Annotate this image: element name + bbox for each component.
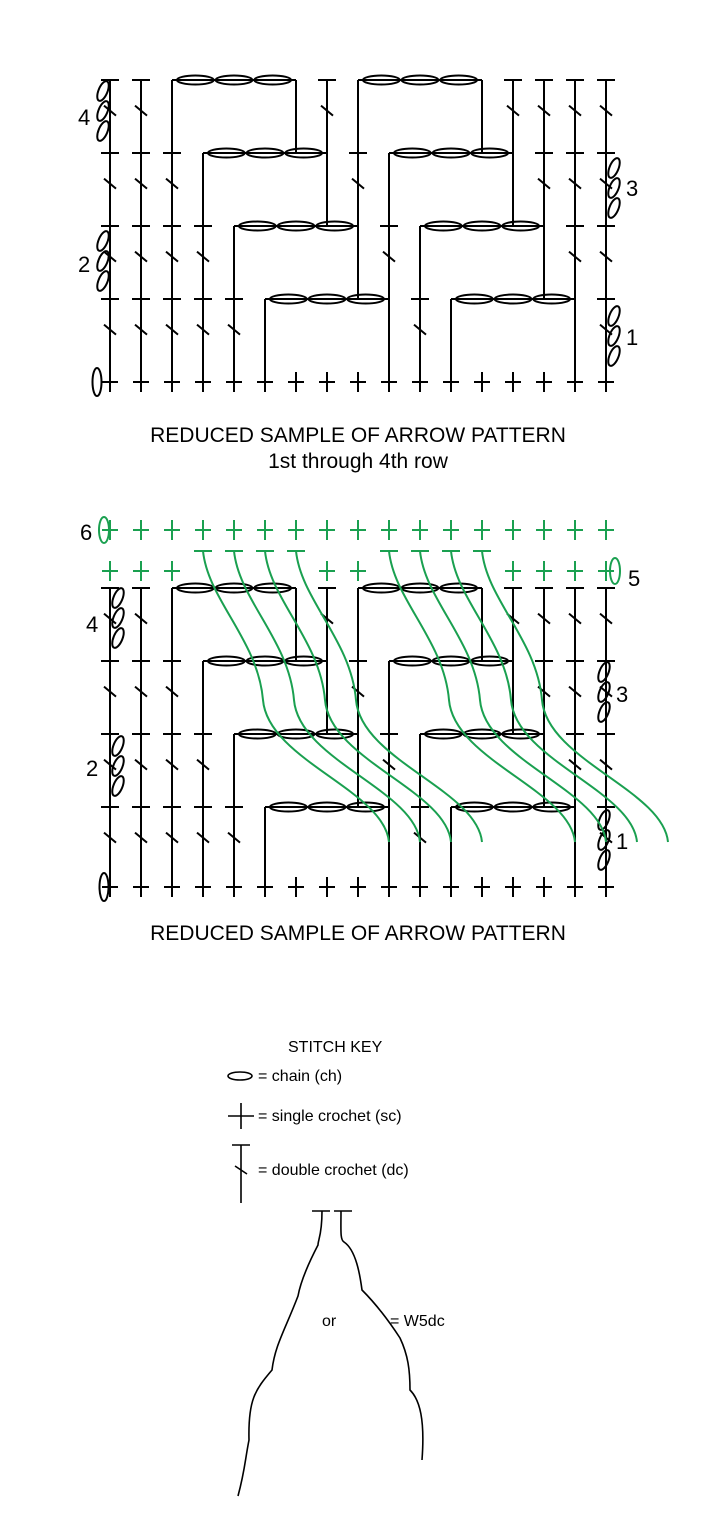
turning-chain bbox=[95, 270, 111, 293]
turning-chain bbox=[110, 627, 126, 650]
turning-chain bbox=[606, 177, 622, 200]
chart-rows-1-to-4 bbox=[93, 76, 623, 397]
key-dc-label: = double crochet (dc) bbox=[258, 1162, 409, 1179]
turning-chain bbox=[110, 587, 126, 610]
turning-chain bbox=[95, 120, 111, 143]
turning-chain bbox=[110, 607, 126, 630]
turning-chain bbox=[110, 755, 126, 778]
turning-chain bbox=[606, 305, 622, 328]
stitch-key-title: STITCH KEY bbox=[288, 1039, 383, 1056]
key-w5dc-or: or bbox=[322, 1313, 337, 1330]
turning-chain bbox=[110, 775, 126, 798]
row-label-1: 1 bbox=[626, 325, 639, 350]
chart1-caption: REDUCED SAMPLE OF ARROW PATTERN bbox=[150, 424, 566, 447]
turning-chain bbox=[596, 701, 612, 724]
row-label-4b: 4 bbox=[86, 612, 99, 637]
row-label-1b: 1 bbox=[616, 829, 629, 854]
turning-chain bbox=[95, 100, 111, 123]
turning-chain bbox=[606, 157, 622, 180]
row-label-5: 5 bbox=[628, 566, 641, 591]
chart-rows-1-to-6 bbox=[99, 517, 668, 901]
turning-chain bbox=[95, 230, 111, 253]
turning-chain bbox=[596, 849, 612, 872]
key-chain-label: = chain (ch) bbox=[258, 1068, 343, 1085]
w5dc-symbol-left bbox=[238, 1211, 322, 1496]
row-label-2b: 2 bbox=[86, 756, 99, 781]
row-label-6: 6 bbox=[80, 520, 93, 545]
turning-chain bbox=[596, 661, 612, 684]
turning-chain bbox=[110, 735, 126, 758]
turning-chain bbox=[606, 325, 622, 348]
turning-chain bbox=[596, 681, 612, 704]
turning-chain bbox=[606, 345, 622, 368]
chart1-subcaption: 1st through 4th row bbox=[268, 450, 448, 473]
w5dc-symbol-right bbox=[341, 1211, 423, 1460]
row-label-3: 3 bbox=[626, 176, 639, 201]
turning-chain bbox=[95, 250, 111, 273]
turning-chain bbox=[596, 809, 612, 832]
key-w5dc-label: = W5dc bbox=[390, 1313, 445, 1330]
row-label-4: 4 bbox=[78, 105, 91, 130]
foundation-chain bbox=[93, 368, 102, 396]
stitch-key bbox=[228, 1072, 423, 1496]
chart2-caption: REDUCED SAMPLE OF ARROW PATTERN bbox=[150, 922, 566, 945]
row-label-3b: 3 bbox=[616, 682, 629, 707]
turning-chain bbox=[606, 197, 622, 220]
turning-chain bbox=[95, 80, 111, 103]
row-label-2: 2 bbox=[78, 252, 91, 277]
chain-symbol bbox=[228, 1072, 252, 1080]
key-sc-label: = single crochet (sc) bbox=[258, 1108, 402, 1125]
